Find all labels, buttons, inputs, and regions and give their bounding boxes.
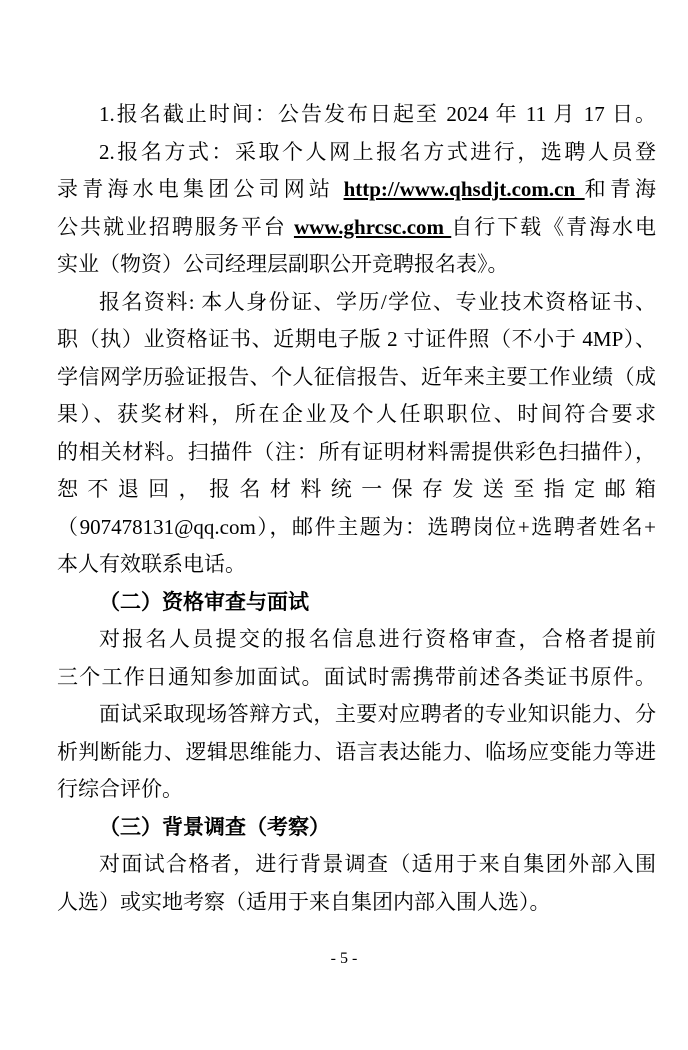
text-segment: 对面试合格者，进行背景调查（适用于来自集团外部入围 (99, 852, 656, 876)
line-materials-6 (57, 471, 656, 509)
line-materials-4 (57, 396, 656, 434)
text-segment: 公共就业招聘服务平台 (57, 214, 294, 239)
text-segment: 2.报名方式：采取个人网上报名方式进行，选聘人员登 (99, 139, 656, 164)
link-ghrcsc[interactable]: www.ghrcsc.com (293, 214, 452, 239)
text-segment: 1.报名截止时间：公告发布日起至 2024 年 11 月 17 日。 (99, 102, 656, 126)
page-number: - 5 - (330, 950, 358, 967)
line-materials-8 (57, 546, 656, 584)
line-interview-2 (57, 734, 656, 772)
heading-background-check (57, 809, 656, 847)
line-review-1 (57, 621, 656, 659)
text-segment: （二）资格审查与面试 (99, 589, 309, 614)
text-segment: 职（执）业资格证书、近期电子版 2 寸证件照（不小于 4MP）、 (57, 327, 656, 351)
link-qhsdjt[interactable]: http://www.qhsdjt.com.cn (343, 177, 585, 201)
line-method-3 (57, 209, 656, 247)
line-materials-2 (57, 321, 656, 359)
line-deadline (57, 96, 656, 134)
text-segment: 自行下载《青海水电 (451, 214, 656, 239)
line-interview-3 (57, 771, 656, 809)
line-method-2 (57, 171, 656, 209)
text-segment: 面试采取现场答辩方式，主要对应聘者的专业知识能力、分 (99, 702, 656, 726)
text-segment: 学信网学历验证报告、个人征信报告、近年来主要工作业绩（成 (57, 364, 656, 389)
text-segment: 录青海水电集团公司网站 (57, 177, 344, 201)
text-segment: 本人有效联系电话。 (57, 552, 246, 576)
text-segment: 三个工作日通知参加面试。面试时需携带前述各类证书原件。 (57, 664, 656, 689)
text-segment: 报名资料: 本人身份证、学历/学位、专业技术资格证书、 (99, 289, 656, 314)
line-background-1 (57, 846, 656, 884)
line-materials-1 (57, 284, 656, 322)
heading-qualification-interview (57, 584, 656, 622)
text-segment: （三）背景调查（考察） (99, 814, 330, 839)
text-segment: 析判断能力、逻辑思维能力、语言表达能力、临场应变能力等进 (57, 739, 656, 764)
text-segment: 行综合评价。 (57, 777, 183, 801)
text-segment: 实业（物资）公司经理层副职公开竞聘报名表》。 (57, 252, 509, 276)
text-segment: 果）、获奖材料，所在企业及个人任职职位、时间符合要求 (57, 402, 656, 426)
line-materials-7 (57, 509, 656, 547)
text-segment: 对报名人员提交的报名信息进行资格审查，合格者提前 (99, 627, 656, 651)
line-interview-1 (57, 696, 656, 734)
text-segment: 恕不退回，报名材料统一保存发送至指定邮箱 (57, 477, 656, 501)
line-method-4 (57, 246, 656, 284)
text-segment: （907478131@qq.com），邮件主题为：选聘岗位+选聘者姓名+ (57, 514, 656, 539)
text-segment: 和青海 (584, 177, 656, 201)
line-review-2 (57, 659, 656, 697)
line-materials-3 (57, 359, 656, 397)
line-background-2 (57, 884, 656, 922)
line-materials-5 (57, 434, 656, 472)
page-footer (0, 948, 688, 970)
document-body (57, 96, 656, 921)
text-segment: 人选）或实地考察（适用于来自集团内部入围人选）。 (57, 889, 551, 914)
text-segment: 的相关材料。扫描件（注：所有证明材料需提供彩色扫描件）， (57, 439, 656, 464)
line-method-1 (57, 134, 656, 172)
